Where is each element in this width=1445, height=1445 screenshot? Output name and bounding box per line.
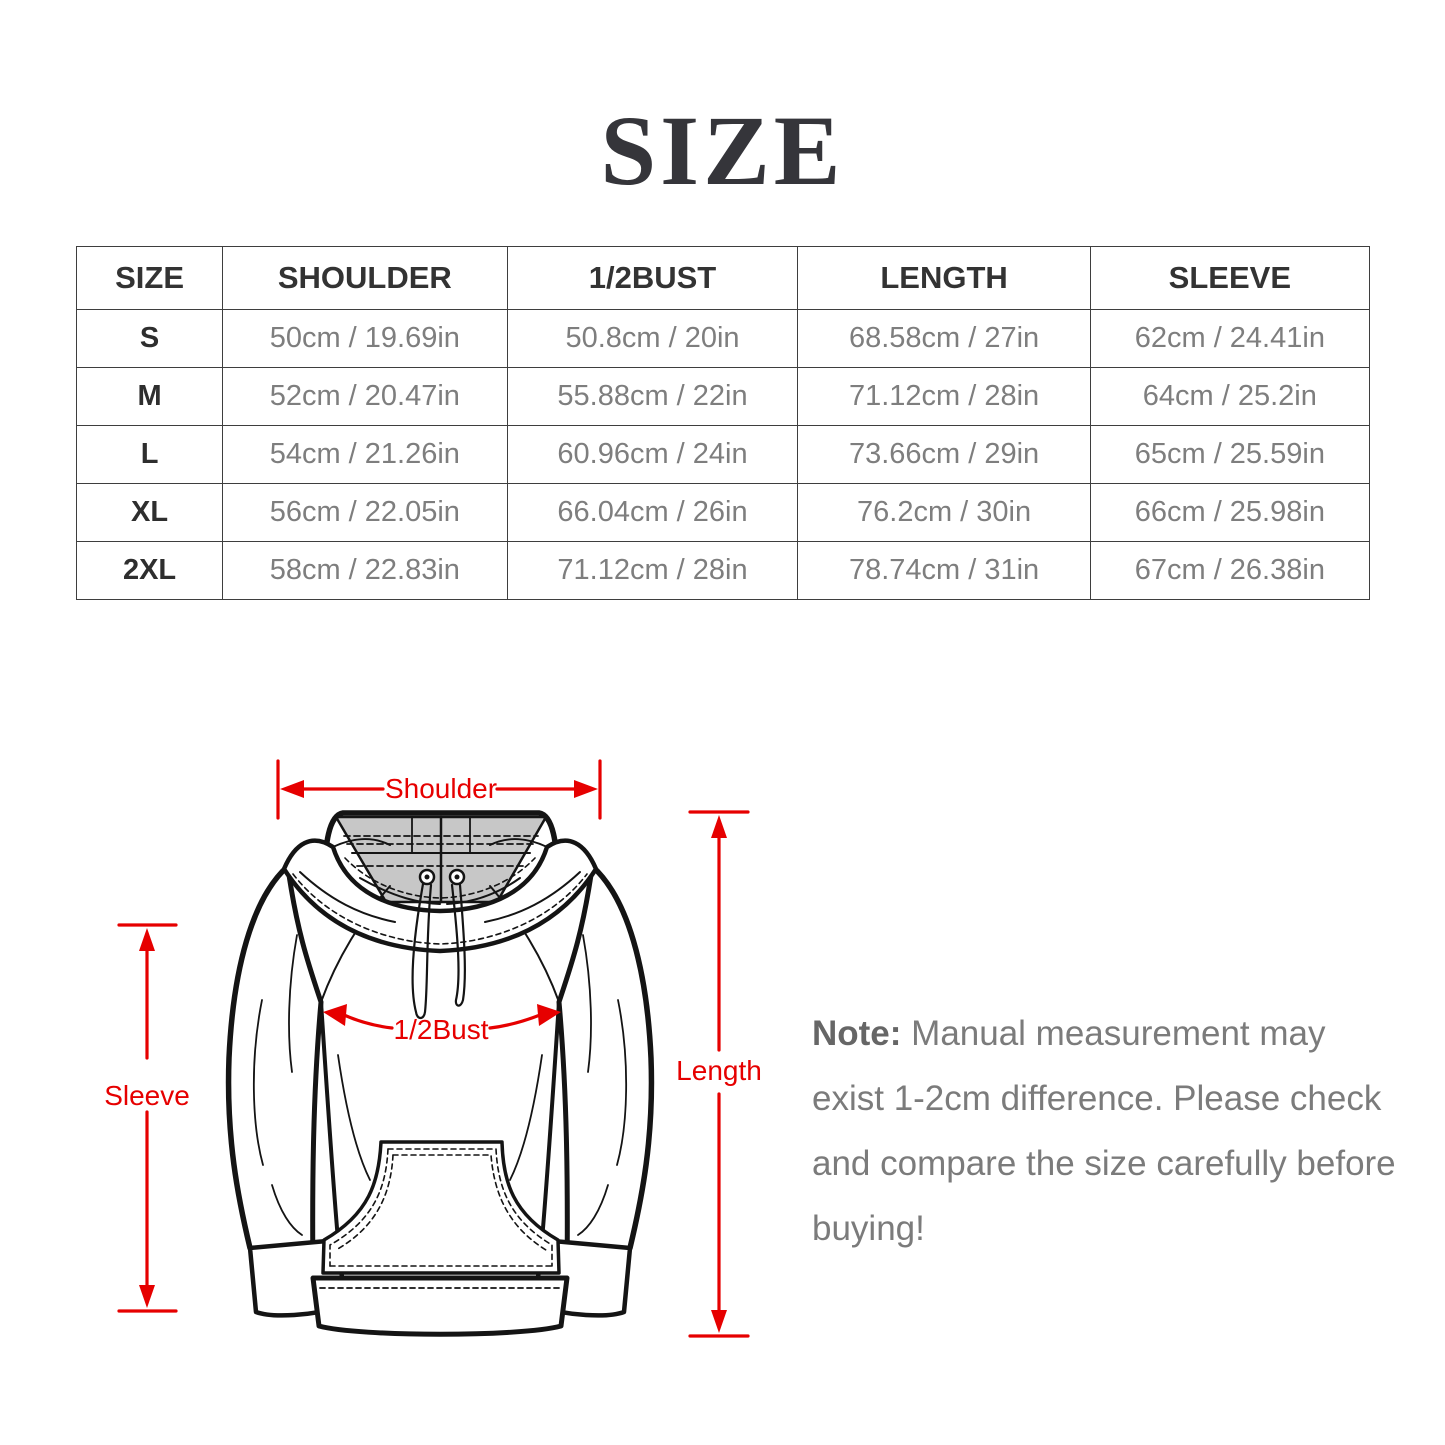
measurement-note bbox=[812, 1001, 1397, 1261]
cell-halfbust: 71.12cm / 28in bbox=[507, 542, 798, 600]
half-bust-arrow-label: 1/2Bust bbox=[393, 1014, 489, 1045]
length-arrow bbox=[676, 812, 762, 1336]
cell-size: 2XL bbox=[77, 542, 223, 600]
cell-size: S bbox=[77, 310, 223, 368]
cell-halfbust: 50.8cm / 20in bbox=[507, 310, 798, 368]
pocket-icon bbox=[323, 1142, 559, 1273]
cell-size: L bbox=[77, 426, 223, 484]
cell-size: XL bbox=[77, 484, 223, 542]
cell-shoulder: 50cm / 19.69in bbox=[223, 310, 507, 368]
cell-shoulder: 58cm / 22.83in bbox=[223, 542, 507, 600]
table-row bbox=[77, 368, 1370, 426]
cell-shoulder: 56cm / 22.05in bbox=[223, 484, 507, 542]
length-arrow-label: Length bbox=[676, 1055, 762, 1086]
shoulder-arrow-label: Shoulder bbox=[384, 773, 498, 804]
shoulder-arrow bbox=[278, 761, 600, 818]
cell-halfbust: 60.96cm / 24in bbox=[507, 426, 798, 484]
cell-sleeve: 62cm / 24.41in bbox=[1090, 310, 1369, 368]
cell-length: 73.66cm / 29in bbox=[798, 426, 1090, 484]
size-table bbox=[76, 246, 1370, 600]
cell-length: 76.2cm / 30in bbox=[798, 484, 1090, 542]
cell-shoulder: 52cm / 20.47in bbox=[223, 368, 507, 426]
table-header-row bbox=[77, 247, 1370, 310]
half-bust-arrow bbox=[323, 1004, 561, 1045]
cell-halfbust: 55.88cm / 22in bbox=[507, 368, 798, 426]
cell-length: 71.12cm / 28in bbox=[798, 368, 1090, 426]
table-row bbox=[77, 542, 1370, 600]
cell-sleeve: 67cm / 26.38in bbox=[1090, 542, 1369, 600]
hoodie-measure-diagram bbox=[60, 740, 820, 1380]
cell-length: 78.74cm / 31in bbox=[798, 542, 1090, 600]
cell-size: M bbox=[77, 368, 223, 426]
cell-length: 68.58cm / 27in bbox=[798, 310, 1090, 368]
cell-sleeve: 66cm / 25.98in bbox=[1090, 484, 1369, 542]
header-sleeve: SLEEVE bbox=[1090, 247, 1369, 310]
cell-sleeve: 64cm / 25.2in bbox=[1090, 368, 1369, 426]
table-row bbox=[77, 426, 1370, 484]
cell-halfbust: 66.04cm / 26in bbox=[507, 484, 798, 542]
header-shoulder: SHOULDER bbox=[223, 247, 507, 310]
sleeve-arrow bbox=[104, 925, 190, 1311]
page-title: SIZE bbox=[600, 95, 845, 206]
header-size: SIZE bbox=[77, 247, 223, 310]
cell-sleeve: 65cm / 25.59in bbox=[1090, 426, 1369, 484]
table-row bbox=[77, 484, 1370, 542]
table-row bbox=[77, 310, 1370, 368]
header-length: LENGTH bbox=[798, 247, 1090, 310]
header-halfbust: 1/2BUST bbox=[507, 247, 798, 310]
note-label: Note: bbox=[812, 1014, 902, 1053]
sleeve-arrow-label: Sleeve bbox=[104, 1080, 190, 1111]
note-text: Manual measurement may exist 1-2cm difference. Please check and compare the size carefully before buying! bbox=[812, 1014, 1396, 1248]
cell-shoulder: 54cm / 21.26in bbox=[223, 426, 507, 484]
